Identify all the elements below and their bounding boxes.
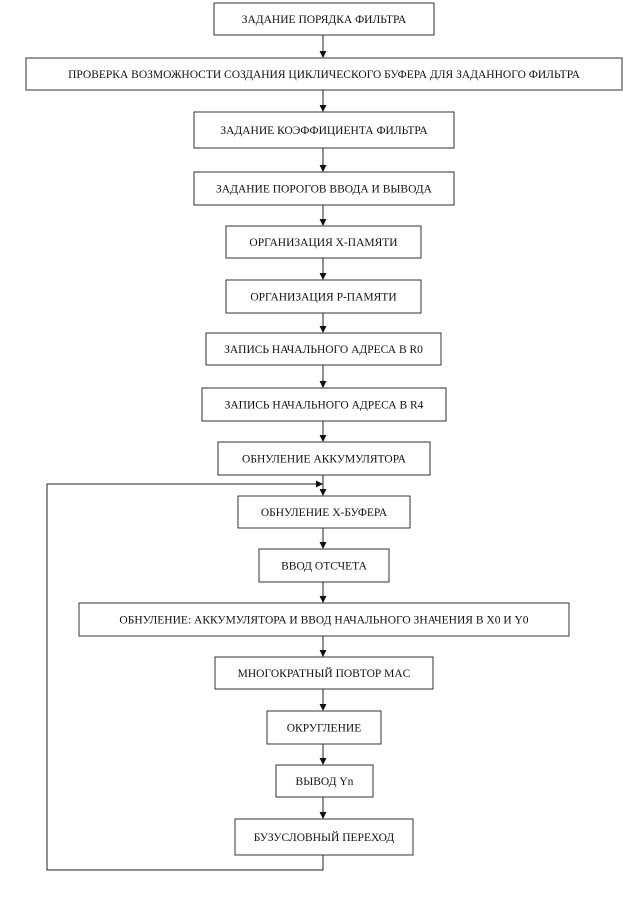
edge-n11-n12 — [320, 582, 327, 603]
edge-n3-n4 — [320, 148, 327, 172]
arrowhead — [320, 596, 327, 603]
edge-n12-n13 — [320, 636, 327, 657]
arrowhead — [320, 650, 327, 657]
flow-node-15 — [276, 765, 373, 797]
flow-node-11 — [259, 549, 389, 582]
edge-n10-n11 — [320, 528, 327, 549]
edge-n5-n6 — [320, 258, 327, 280]
node-label: БУЗУСЛОВНЫЙ ПЕРЕХОД — [253, 832, 395, 844]
edge-n8-n9 — [320, 421, 327, 442]
edge-n13-n14 — [320, 689, 327, 711]
node-label: ОБНУЛЕНИЕ АККУМУЛЯТОРА — [242, 453, 406, 466]
arrowhead — [320, 542, 327, 549]
arrowhead — [320, 758, 327, 765]
arrowhead — [320, 51, 327, 58]
flow-node-9 — [218, 442, 430, 475]
node-label: ОРГАНИЗАЦИЯ X-ПАМЯТИ — [249, 237, 398, 249]
edge-n1-n2 — [320, 35, 327, 58]
arrowhead — [320, 326, 327, 333]
flow-node-4 — [194, 172, 454, 205]
arrowhead — [320, 165, 327, 172]
edge-n7-n8 — [320, 365, 327, 388]
arrowhead — [320, 219, 327, 226]
flow-node-10 — [238, 496, 410, 528]
edge-n15-n16 — [320, 797, 327, 819]
arrowhead — [320, 489, 327, 496]
flow-node-6 — [226, 280, 421, 313]
nodes-layer — [26, 3, 622, 855]
arrowhead — [320, 273, 327, 280]
arrowhead — [320, 435, 327, 442]
flow-node-7 — [206, 333, 441, 365]
edge-n14-n15 — [320, 744, 327, 765]
node-label: ОБНУЛЕНИЕ: АККУМУЛЯТОРА И ВВОД НАЧАЛЬНОГО ЗНАЧЕНИЯ В X0 И Y0 — [119, 614, 529, 627]
node-label: МНОГОКРАТНЫЙ ПОВТОР MAC — [237, 668, 411, 680]
edge-n2-n3 — [320, 90, 327, 112]
arrowhead — [316, 481, 323, 488]
edge-n6-n7 — [320, 313, 327, 333]
node-label: ЗАДАНИЕ ПОРЯДКА ФИЛЬТРА — [241, 14, 407, 26]
node-label: ОРГАНИЗАЦИЯ P-ПАМЯТИ — [250, 291, 397, 304]
flow-node-3 — [194, 112, 454, 148]
node-label: ЗАДАНИЕ КОЭФФИЦИЕНТА ФИЛЬТРА — [220, 125, 428, 137]
arrowhead — [320, 812, 327, 819]
node-label: ВВОД ОТСЧЕТА — [281, 560, 367, 573]
flow-node-2 — [26, 58, 622, 90]
flow-node-12 — [79, 603, 569, 636]
flow-node-1 — [214, 3, 434, 35]
flow-node-5 — [226, 226, 421, 258]
node-label: ЗАПИСЬ НАЧАЛЬНОГО АДРЕСА В R0 — [224, 344, 423, 356]
arrowhead — [320, 381, 327, 388]
arrowhead — [320, 105, 327, 112]
flow-node-14 — [267, 711, 381, 744]
flow-node-13 — [215, 657, 433, 689]
node-label: ПРОВЕРКА ВОЗМОЖНОСТИ СОЗДАНИЯ ЦИКЛИЧЕСКОГО БУФЕРА ДЛЯ ЗАДАННОГО ФИЛЬТРА — [68, 69, 580, 81]
edge-n4-n5 — [320, 205, 327, 226]
arrowhead — [320, 704, 327, 711]
node-label: ОКРУГЛЕНИЕ — [286, 722, 362, 735]
node-label: ЗАДАНИЕ ПОРОГОВ ВВОДА И ВЫВОДА — [216, 183, 432, 196]
flow-node-8 — [202, 388, 446, 421]
flow-node-16 — [235, 819, 413, 855]
edge-n9-n10 — [320, 475, 327, 496]
node-label: ВЫВОД Yn — [295, 776, 354, 788]
node-label: ЗАПИСЬ НАЧАЛЬНОГО АДРЕСА В R4 — [224, 399, 424, 412]
node-label: ОБНУЛЕНИЕ X-БУФЕРА — [260, 507, 388, 519]
